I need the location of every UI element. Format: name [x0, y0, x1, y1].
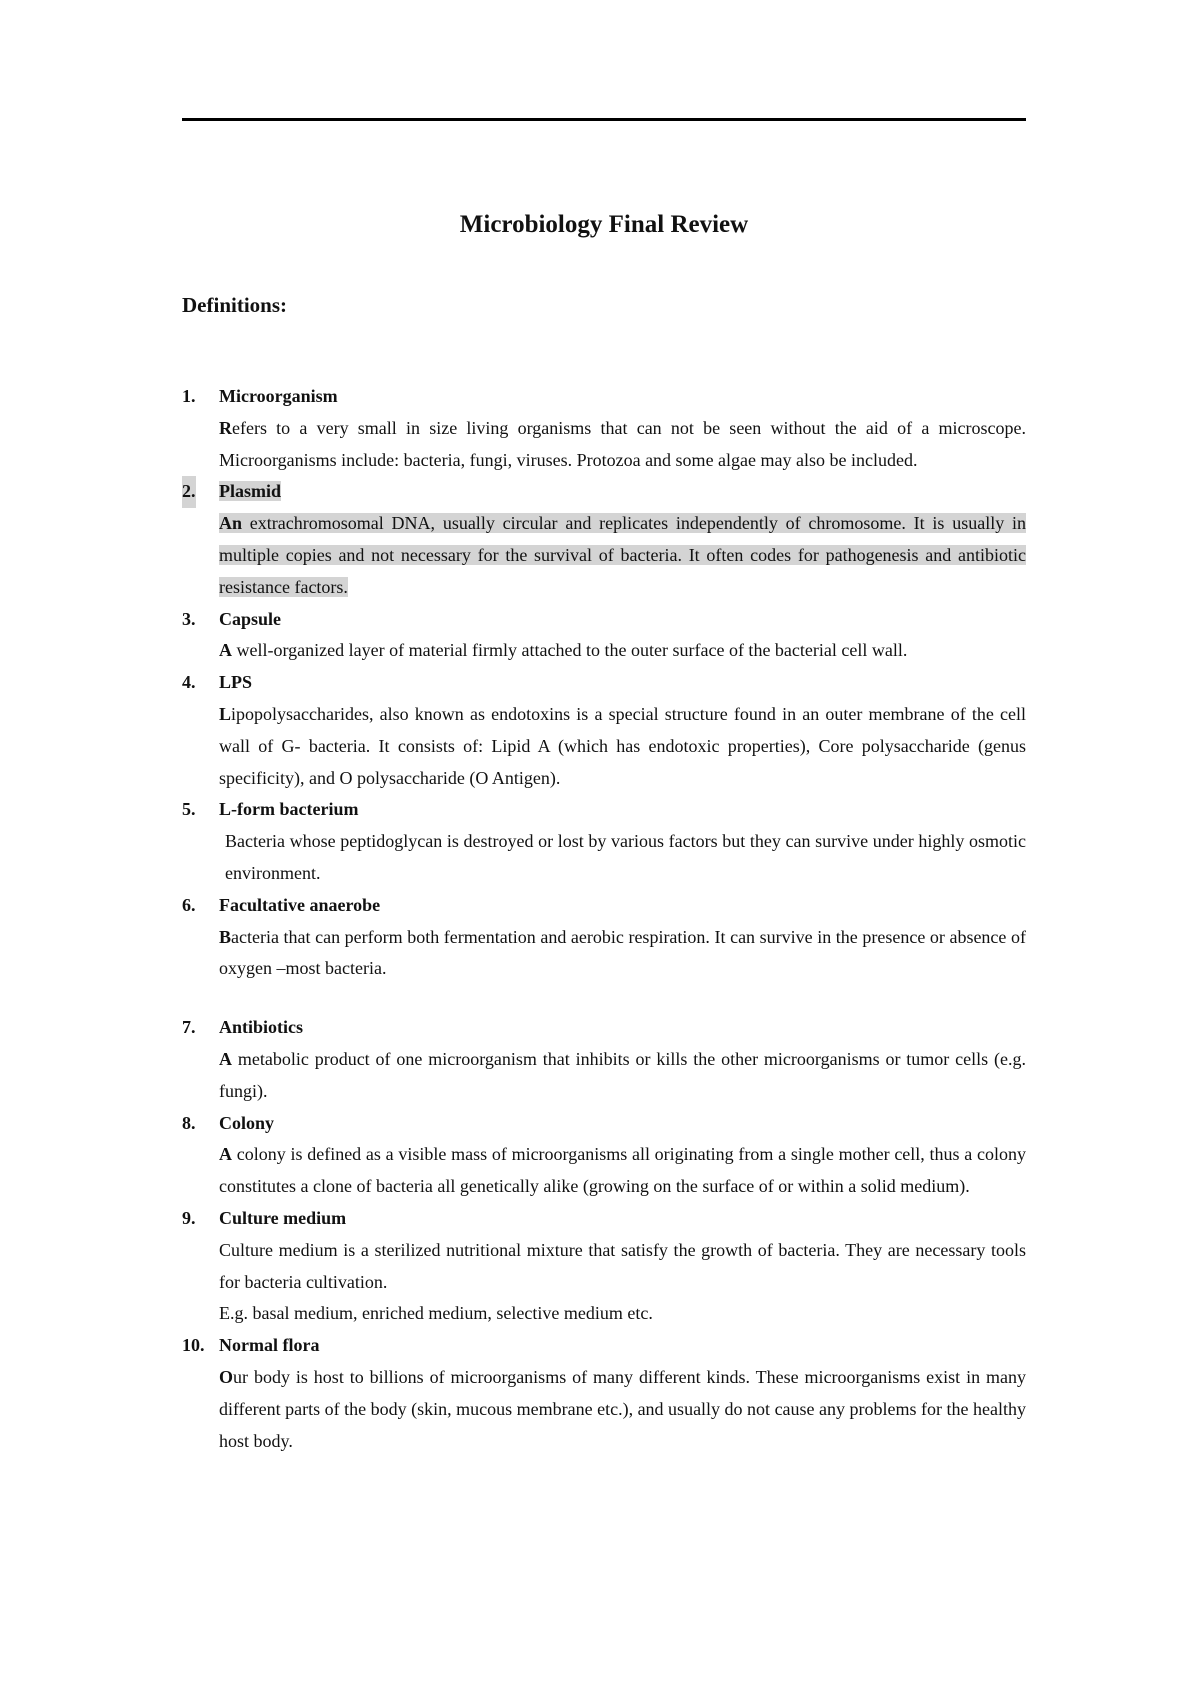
- definition-term: Antibiotics: [219, 1017, 304, 1038]
- definition-number: 4.: [182, 672, 196, 693]
- definition-number: 10.: [182, 1335, 205, 1356]
- section-heading: Definitions:: [182, 293, 287, 317]
- definition-body: colony is defined as a visible mass of microorganisms all originating from a single mother cell, thus a colony constitutes a clone of bacteria all genetically alike (growing on the surface of or within a solid medium).: [219, 1144, 1026, 1197]
- definition-lead: O: [219, 1366, 234, 1387]
- definition-lead: An: [219, 513, 243, 534]
- definition-body: metabolic product of one microorganism that inhibits or kills the other microorganisms or tumor cells (e.g. fungi).: [219, 1048, 1026, 1101]
- definition-term: [219, 476, 1026, 508]
- definition-term: Colony: [219, 1112, 275, 1133]
- definition-number: 1.: [182, 386, 196, 406]
- definition-text: [219, 413, 1026, 477]
- definition-item: [182, 1012, 1026, 1107]
- definition-item: [182, 1108, 1026, 1203]
- definition-number: 6.: [182, 894, 196, 915]
- definition-lead: A: [219, 1144, 232, 1165]
- definition-term-highlight: Plasmid: [219, 481, 282, 502]
- definition-term: Facultative anaerobe: [219, 894, 381, 915]
- definition-body: well-organized layer of material firmly attached to the outer surface of the bacterial cell wall.: [232, 640, 908, 661]
- definition-body: ur body is host to billions of microorganisms of many different kinds. These microorganisms exist in many different parts of the body (skin, mucous membrane etc.), and usually do not cause any problems for the healthy host body.: [219, 1366, 1026, 1451]
- definition-term: L-form bacterium: [219, 799, 359, 820]
- definition-body: acteria that can perform both fermentation and aerobic respiration. It can survive in the presence or absence of oxygen –most bacteria.: [219, 926, 1026, 979]
- definition-text: [219, 1362, 1026, 1457]
- definition-text: [219, 826, 1026, 890]
- definition-body: efers to a very small in size living organisms that can not be seen without the aid of a microscope. Microorganisms include: bacteria, fungi, viruses. Protozoa and some algae may also be included.: [219, 417, 1026, 470]
- definition-text: [219, 1235, 1026, 1299]
- definition-item: [182, 794, 1026, 889]
- definition-term: LPS: [219, 672, 253, 693]
- definition-term: Capsule: [219, 608, 282, 629]
- definition-item: [182, 667, 1026, 794]
- definition-item: [182, 890, 1026, 985]
- definition-text: [219, 1044, 1026, 1108]
- definition-item: [182, 1203, 1026, 1330]
- definition-body: ipopolysaccharides, also known as endotoxins is a special structure found in an outer membrane of the cell wall of G- bacteria. It consists of: Lipid A (which has endotoxic properties), Core polysaccharide (genus specificity), and O polysaccharide (O Antigen).: [219, 703, 1026, 788]
- definition-body: extrachromosomal DNA, usually circular and replicates independently of chromosome. It is usually in multiple copies and not necessary for the survival of bacteria. It often codes for pathogenesis and antibiotic resistance factors.: [219, 513, 1026, 597]
- page-title: Microbiology Final Review: [459, 211, 749, 238]
- definition-item: [182, 381, 1026, 476]
- definition-lead: A: [219, 1048, 232, 1069]
- definition-term: Microorganism: [219, 386, 338, 406]
- definition-number: 9.: [182, 1207, 196, 1228]
- definition-number: 3.: [182, 608, 196, 629]
- definition-item: [182, 476, 1026, 603]
- definition-text: [219, 922, 1026, 986]
- definition-term: Culture medium: [219, 1207, 347, 1228]
- definition-item: [182, 1330, 1026, 1457]
- definitions-list: [182, 381, 1026, 1457]
- header-rule: [182, 118, 1026, 121]
- definition-body: Culture medium is a sterilized nutritional mixture that satisfy the growth of bacteria. They are necessary tools for bacteria cultivation.: [219, 1239, 1026, 1292]
- definition-lead: L: [219, 703, 232, 724]
- definition-text: [219, 635, 1026, 667]
- definition-text: [219, 508, 1026, 603]
- definition-text: [219, 699, 1026, 794]
- definition-example: E.g. basal medium, enriched medium, selective medium etc.: [219, 1303, 653, 1324]
- definition-term: Normal flora: [219, 1335, 320, 1356]
- definition-number: 2.: [182, 476, 196, 508]
- highlighted-text: [219, 513, 1026, 597]
- definition-number: 8.: [182, 1112, 196, 1133]
- definition-lead: R: [219, 417, 232, 438]
- definition-number: 5.: [182, 799, 196, 820]
- definition-lead: B: [219, 926, 232, 947]
- definition-number: 7.: [182, 1017, 196, 1038]
- definition-lead: A: [219, 640, 232, 661]
- definition-body: Bacteria whose peptidoglycan is destroyed or lost by various factors but they can survive under highly osmotic environment.: [225, 831, 1026, 883]
- definition-item: [182, 604, 1026, 668]
- definition-text: [219, 1139, 1026, 1203]
